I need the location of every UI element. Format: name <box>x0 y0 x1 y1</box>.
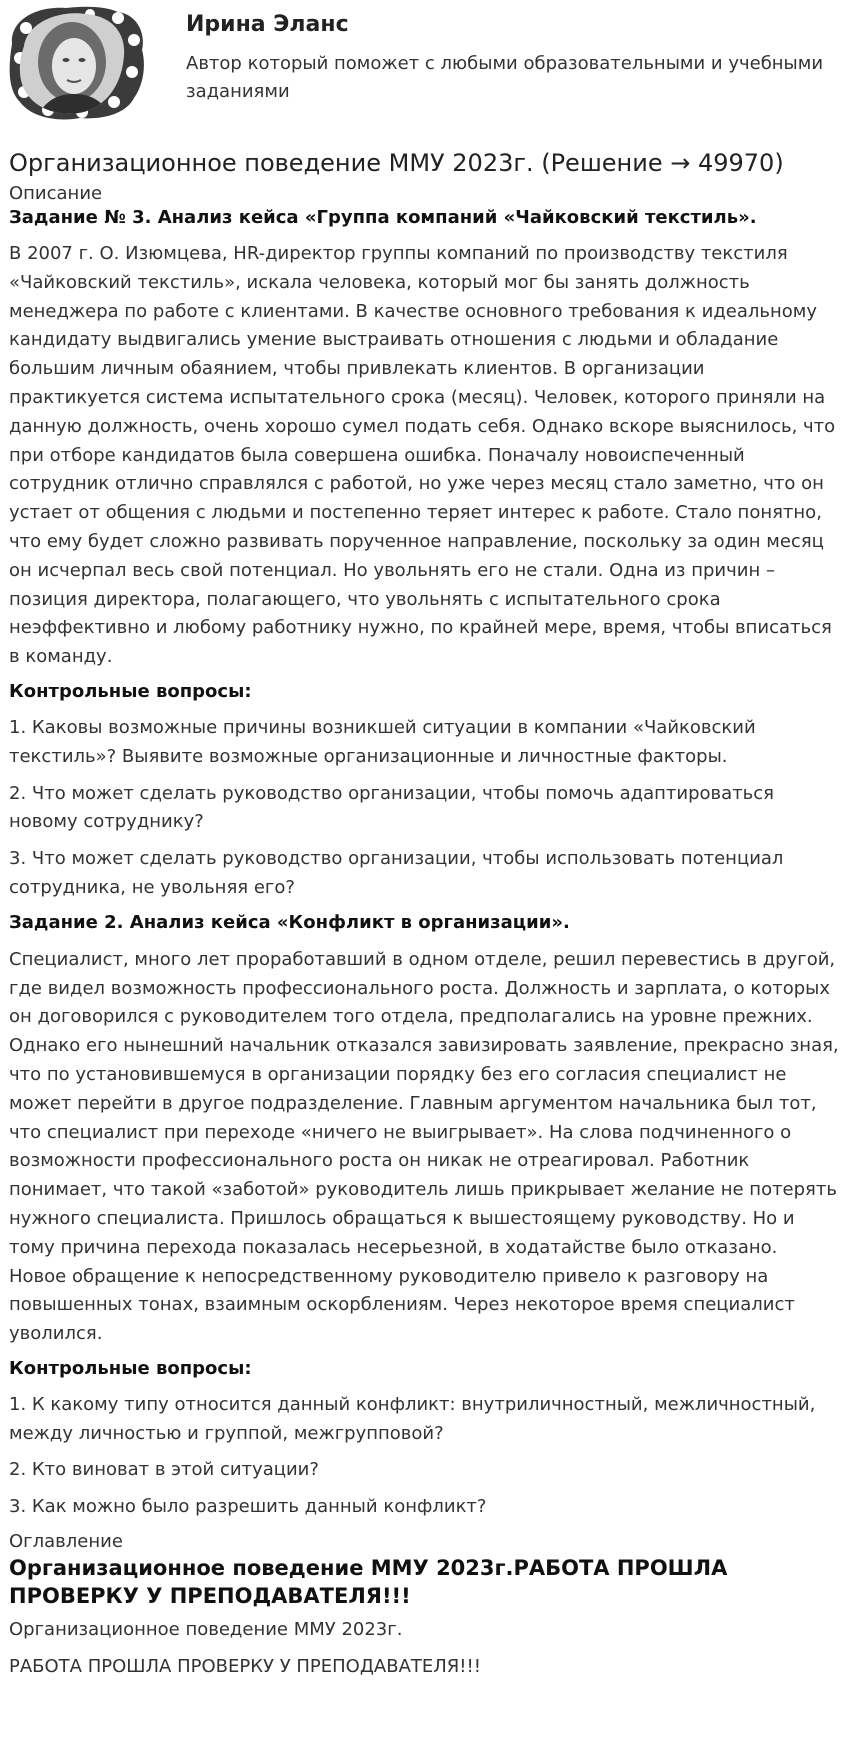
toc-line: Организационное поведение ММУ 2023г. <box>9 1619 403 1641</box>
task3-heading: Задание № 3. Анализ кейса «Группа компаний «Чайковский текстиль». <box>9 207 757 228</box>
task2-text: Специалист, много лет проработавший в одном отделе, решил перевестись в другой, где видел возможность профессионального роста. Должность и зарплата, о которых он договорился с руководителем того отдела, предполагались на уровне прежних. Однако его нынешний начальник отказался завизировать заявление, прекрасно зная, что по установившемуся в организации порядку без его согласия специалист не может перейти в другое подразделение. Главным аргументом начальника был тот, что специалист при переходе «ничего не выигрывает». На слова подчиненного о возможности профессионального роста он никак не отреагировал. Работник понимает, что такой «заботой» руководитель лишь прикрывает желание не потерять нужного специалиста. Пришлось обращаться к вышестоящему руководству. Но и тому причина перехода показалась несерьезной, в ходатайстве было отказано. Новое обращение к непосредственному руководителю привело к разговору на повышенных тонах, взаимным оскорблениям. Через некоторое время специалист уволился. <box>9 948 839 1345</box>
task3-text: В 2007 г. О. Изюмцева, HR-директор группы компаний по производству текстиля «Чайковский текстиль», искала человека, который мог бы занять должность менеджера по работе с клиентами. В качестве основного требования к идеальному кандидату выдвигались умение выстраивать отношения с людьми и обладание большим личным обаянием, чтобы привлекать клиентов. В организации практикуется система испытательного срока (месяц). Человек, которого приняли на данную должность, очень хорошо сумел подать себя. Однако вскоре выяснилось, что при отборе кандидатов была совершена ошибка. Поначалу новоиспеченный сотрудник отлично справлялся с работой, но уже через месяц стало заметно, что он устает от общения с людьми и постепенно теряет интерес к работе. Стало понятно, что ему будет сложно развивать порученное направление, поскольку за один месяц он исчерпал весь свой потенциал. Но увольнять его не стали. Одна из причин – позиция директора, полагающего, что увольнять с испытательного срока неэффективно и любому работнику нужно, по крайней мере, время, чтобы вписаться в команду. <box>9 243 836 668</box>
question1-item: 2. Что может сделать руководство организации, чтобы помочь адаптироваться новому сотруднику? <box>9 782 775 833</box>
question2-item: 2. Кто виноват в этой ситуации? <box>9 1459 319 1481</box>
question2-item: 3. Как можно было разрешить данный конфликт? <box>9 1496 487 1518</box>
question1-item: 1. Каковы возможные причины возникшей ситуации в компании «Чайковский текстиль»? Выявите возможные организационные и личностные факторы. <box>9 716 756 767</box>
toc-label: Оглавление <box>9 1531 123 1553</box>
task2-heading: Задание 2. Анализ кейса «Конфликт в организации». <box>9 911 570 933</box>
author-name[interactable]: Ирина Эланс <box>186 12 349 37</box>
question1-item: 3. Что может сделать руководство организации, чтобы использовать потенциал сотрудника, не увольняя его? <box>9 848 784 898</box>
toc-title: Организационное поведение ММУ 2023г.РАБОТА ПРОШЛА ПРОВЕРКУ У ПРЕПОДАВАТЕЛЯ!!! <box>9 1556 728 1609</box>
author-avatar[interactable] <box>6 6 148 122</box>
questions1-heading: Контрольные вопросы: <box>9 680 252 702</box>
questions2-heading: Контрольные вопросы: <box>9 1357 252 1379</box>
author-description: Автор который поможет с любыми образовательными и учебными заданиями <box>186 53 824 102</box>
toc-line: РАБОТА ПРОШЛА ПРОВЕРКУ У ПРЕПОДАВАТЕЛЯ!!! <box>9 1655 481 1677</box>
question2-item: 1. К какому типу относится данный конфликт: внутриличностный, межличностный, между личностью и группой, межгрупповой? <box>9 1393 816 1444</box>
document-content <box>9 146 839 1690</box>
description-label: Описание <box>9 183 103 204</box>
page-title: Организационное поведение ММУ 2023г. (Решение → 49970) <box>9 149 784 177</box>
